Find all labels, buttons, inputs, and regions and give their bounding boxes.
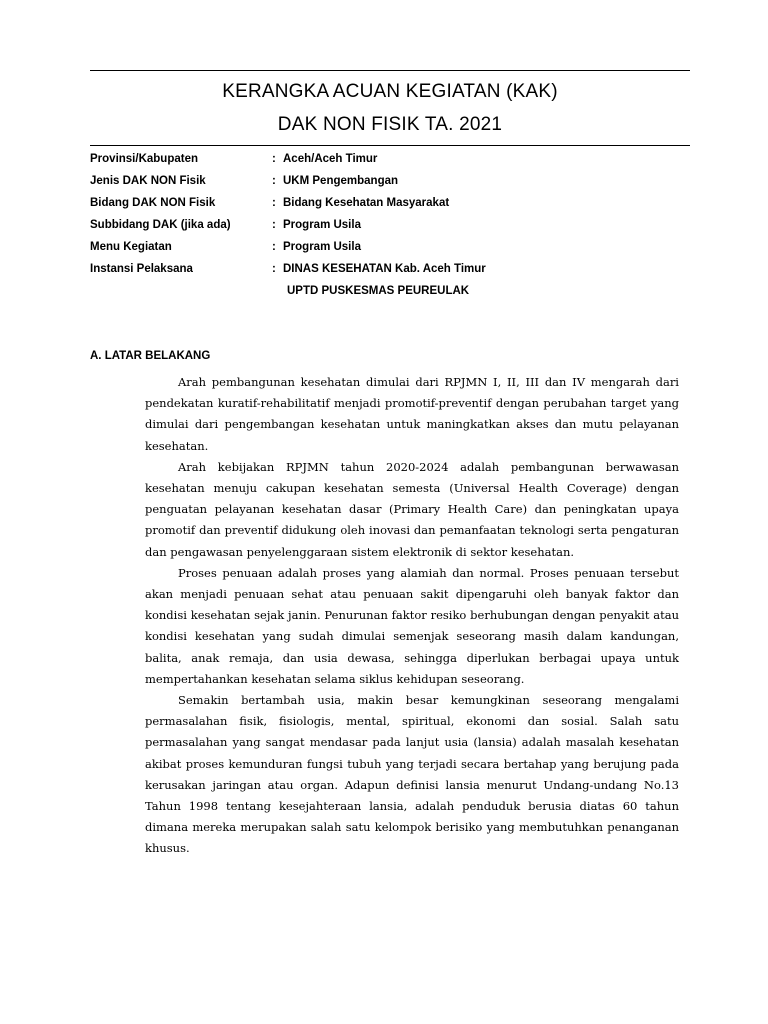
info-row-provinsi	[90, 153, 710, 175]
body-text	[145, 372, 679, 860]
info-value: Aceh/Aceh Timur	[283, 153, 378, 165]
info-row-jenis	[90, 175, 710, 197]
paragraph: Semakin bertambah usia, makin besar kemungkinan seseorang mengalami permasalahan fisik, fisiologis, mental, spiritual, ekonomi dan sosial. Salah satu permasalahan yang sangat mendasar pada lanjut usia (lansia) adalah masalah kesehatan akibat proses kemunduran fungsi tubuh yang terjadi secara bertahap yang berujung pada kerusakan jaringan atau organ. Adapun definisi lansia menurut Undang-undang No.13 Tahun 1998 tentang kesejahteraan lansia, adalah penduduk berusia diatas 60 tahun dimana mereka merupakan salah satu kelompok berisiko yang membutuhkan penanganan khusus.	[145, 693, 679, 856]
info-row-bidang	[90, 197, 710, 219]
top-rule	[90, 70, 690, 71]
info-label: Subbidang DAK (jika ada)	[90, 219, 231, 231]
info-label: Jenis DAK NON Fisik	[90, 175, 206, 187]
paragraph: Arah pembangunan kesehatan dimulai dari RPJMN I, II, III dan IV mengarah dari pendekatan kuratif-rehabilitatif menjadi promotif-preventif dengan perubahan target yang dimulai dari pengembangan kesehatan untuk maningkatkan akses dan mutu pelayanan kesehatan.	[145, 375, 679, 453]
paragraph: Arah kebijakan RPJMN tahun 2020-2024 adalah pembangunan berwawasan kesehatan menuju cakupan kesehatan semesta (Universal Health Coverage) dengan penguatan pelayanan kesehatan dasar (Primary Health Care) dan peningkatan upaya promotif dan preventif didukung oleh inovasi dan pemanfaatan teknologi serta pengaturan dan pengawasan penyelenggaraan sistem elektronik di sektor kesehatan.	[145, 459, 679, 559]
info-label: Provinsi/Kabupaten	[90, 153, 198, 165]
info-colon: :	[272, 153, 276, 165]
info-colon: :	[272, 263, 276, 275]
info-value: Program Usila	[283, 241, 361, 253]
info-table	[90, 153, 710, 307]
info-label: Bidang DAK NON Fisik	[90, 197, 216, 209]
info-label: Instansi Pelaksana	[90, 263, 193, 275]
info-value: Bidang Kesehatan Masyarakat	[283, 197, 450, 209]
info-value: UKM Pengembangan	[283, 175, 399, 187]
info-colon: :	[272, 241, 276, 253]
info-row-instansi	[90, 263, 710, 285]
info-value: Program Usila	[283, 219, 361, 231]
document-title-line2: DAK NON FISIK TA. 2021	[277, 114, 503, 135]
info-value: DINAS KESEHATAN Kab. Aceh Timur	[283, 263, 486, 275]
section-heading: A. LATAR BELAKANG	[90, 350, 211, 362]
info-value-continued: UPTD PUSKESMAS PEUREULAK	[287, 285, 470, 297]
info-colon: :	[272, 175, 276, 187]
info-colon: :	[272, 219, 276, 231]
info-row-subbidang	[90, 219, 710, 241]
info-row-menu	[90, 241, 710, 263]
document-title-line1: KERANGKA ACUAN KEGIATAN (KAK)	[222, 81, 558, 102]
info-colon: :	[272, 197, 276, 209]
info-row-instansi-continued	[90, 285, 710, 307]
title-rule	[90, 145, 690, 146]
info-label: Menu Kegiatan	[90, 241, 172, 253]
paragraph: Proses penuaan adalah proses yang alamiah dan normal. Proses penuaan tersebut akan menjadi penuaan sehat atau penuaan sakit dipengaruhi oleh banyak faktor dan kondisi kesehatan sejak janin. Penurunan faktor resiko berhubungan dengan penyakit atau kondisi kesehatan yang sudah dimulai semenjak seseorang masih dalam kandungan, balita, anak remaja, dan usia dewasa, sehingga diperlukan berbagai upaya untuk mempertahankan kesehatan selama siklus kehidupan seseorang.	[145, 565, 679, 686]
